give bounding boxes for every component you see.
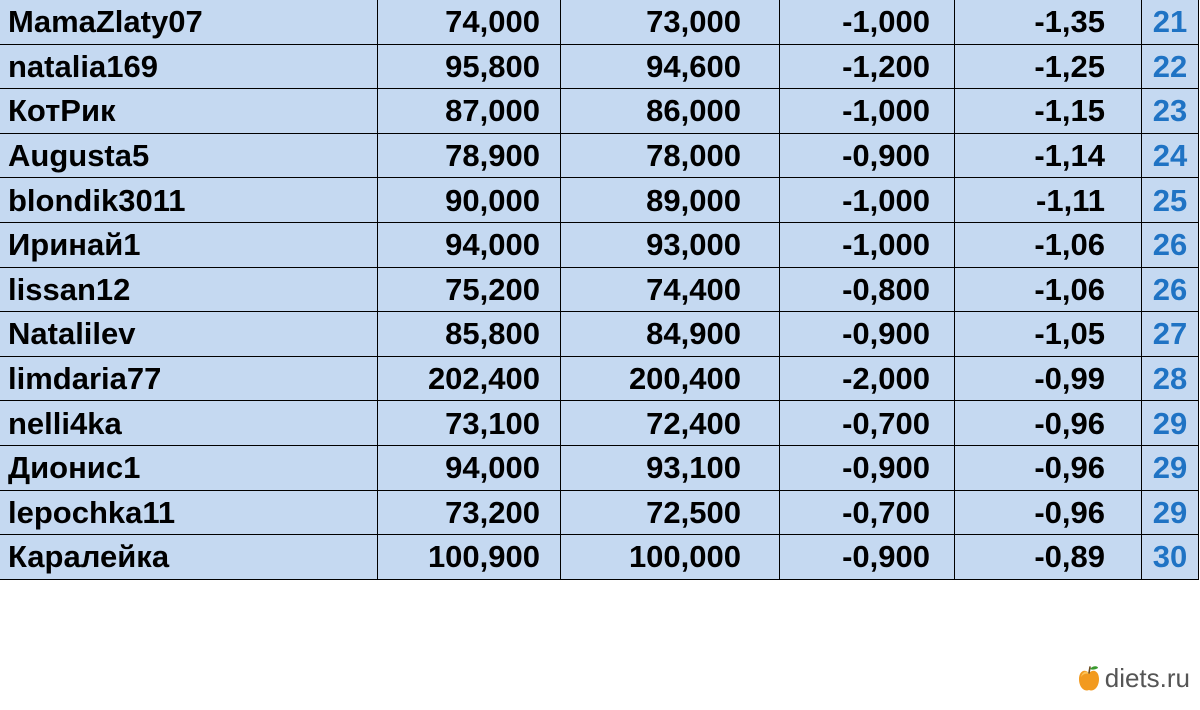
difference-cell: -0,900 bbox=[780, 445, 955, 490]
difference-cell: -0,900 bbox=[780, 312, 955, 357]
difference-cell: -0,800 bbox=[780, 267, 955, 312]
rank-cell: 26 bbox=[1142, 222, 1199, 267]
table-row bbox=[0, 89, 1199, 134]
percent-cell: -1,14 bbox=[955, 133, 1142, 178]
table-row bbox=[0, 44, 1199, 89]
rank-cell: 23 bbox=[1142, 89, 1199, 134]
diets-ru-watermark bbox=[1077, 663, 1190, 694]
percent-cell: -0,89 bbox=[955, 535, 1142, 580]
rank-cell: 25 bbox=[1142, 178, 1199, 223]
name-cell: lissan12 bbox=[0, 267, 378, 312]
current-weight-cell: 93,000 bbox=[561, 222, 780, 267]
start-weight-cell: 74,000 bbox=[378, 0, 561, 44]
percent-cell: -1,15 bbox=[955, 89, 1142, 134]
percent-cell: -1,25 bbox=[955, 44, 1142, 89]
table-row bbox=[0, 178, 1199, 223]
difference-cell: -1,000 bbox=[780, 178, 955, 223]
difference-cell: -2,000 bbox=[780, 356, 955, 401]
table-row bbox=[0, 222, 1199, 267]
current-weight-cell: 84,900 bbox=[561, 312, 780, 357]
difference-cell: -0,900 bbox=[780, 535, 955, 580]
start-weight-cell: 100,900 bbox=[378, 535, 561, 580]
start-weight-cell: 85,800 bbox=[378, 312, 561, 357]
current-weight-cell: 100,000 bbox=[561, 535, 780, 580]
name-cell: Natalilev bbox=[0, 312, 378, 357]
current-weight-cell: 94,600 bbox=[561, 44, 780, 89]
percent-cell: -1,06 bbox=[955, 267, 1142, 312]
difference-cell: -1,000 bbox=[780, 89, 955, 134]
percent-cell: -1,35 bbox=[955, 0, 1142, 44]
percent-cell: -1,05 bbox=[955, 312, 1142, 357]
percent-cell: -0,96 bbox=[955, 445, 1142, 490]
current-weight-cell: 200,400 bbox=[561, 356, 780, 401]
difference-cell: -1,000 bbox=[780, 0, 955, 44]
start-weight-cell: 90,000 bbox=[378, 178, 561, 223]
current-weight-cell: 93,100 bbox=[561, 445, 780, 490]
rank-cell: 24 bbox=[1142, 133, 1199, 178]
start-weight-cell: 95,800 bbox=[378, 44, 561, 89]
watermark-text: diets.ru bbox=[1104, 663, 1190, 693]
name-cell: Иринай1 bbox=[0, 222, 378, 267]
start-weight-cell: 75,200 bbox=[378, 267, 561, 312]
current-weight-cell: 89,000 bbox=[561, 178, 780, 223]
rank-cell: 29 bbox=[1142, 490, 1199, 535]
current-weight-cell: 72,400 bbox=[561, 401, 780, 446]
percent-cell: -1,11 bbox=[955, 178, 1142, 223]
current-weight-cell: 72,500 bbox=[561, 490, 780, 535]
table-row bbox=[0, 401, 1199, 446]
start-weight-cell: 78,900 bbox=[378, 133, 561, 178]
difference-cell: -1,200 bbox=[780, 44, 955, 89]
name-cell: lepochka11 bbox=[0, 490, 378, 535]
start-weight-cell: 73,100 bbox=[378, 401, 561, 446]
difference-cell: -0,700 bbox=[780, 401, 955, 446]
rank-cell: 21 bbox=[1142, 0, 1199, 44]
current-weight-cell: 86,000 bbox=[561, 89, 780, 134]
current-weight-cell: 78,000 bbox=[561, 133, 780, 178]
table-row bbox=[0, 0, 1199, 44]
name-cell: КотРик bbox=[0, 89, 378, 134]
rank-cell: 22 bbox=[1142, 44, 1199, 89]
name-cell: MamaZlaty07 bbox=[0, 0, 378, 44]
difference-cell: -1,000 bbox=[780, 222, 955, 267]
difference-cell: -0,900 bbox=[780, 133, 955, 178]
percent-cell: -0,96 bbox=[955, 490, 1142, 535]
table-row bbox=[0, 445, 1199, 490]
name-cell: nelli4ka bbox=[0, 401, 378, 446]
table-row bbox=[0, 312, 1199, 357]
percent-cell: -0,99 bbox=[955, 356, 1142, 401]
name-cell: limdaria77 bbox=[0, 356, 378, 401]
apple-icon bbox=[1077, 664, 1101, 694]
start-weight-cell: 94,000 bbox=[378, 445, 561, 490]
rank-cell: 29 bbox=[1142, 401, 1199, 446]
start-weight-cell: 73,200 bbox=[378, 490, 561, 535]
percent-cell: -1,06 bbox=[955, 222, 1142, 267]
start-weight-cell: 87,000 bbox=[378, 89, 561, 134]
table-row bbox=[0, 133, 1199, 178]
name-cell: natalia169 bbox=[0, 44, 378, 89]
name-cell: Augusta5 bbox=[0, 133, 378, 178]
table-row bbox=[0, 535, 1199, 580]
rank-cell: 30 bbox=[1142, 535, 1199, 580]
name-cell: Дионис1 bbox=[0, 445, 378, 490]
rank-cell: 26 bbox=[1142, 267, 1199, 312]
name-cell: Каралейка bbox=[0, 535, 378, 580]
rank-cell: 29 bbox=[1142, 445, 1199, 490]
table-row bbox=[0, 356, 1199, 401]
start-weight-cell: 202,400 bbox=[378, 356, 561, 401]
rank-cell: 28 bbox=[1142, 356, 1199, 401]
name-cell: blondik3011 bbox=[0, 178, 378, 223]
table-row bbox=[0, 267, 1199, 312]
start-weight-cell: 94,000 bbox=[378, 222, 561, 267]
table-row bbox=[0, 490, 1199, 535]
current-weight-cell: 73,000 bbox=[561, 0, 780, 44]
rank-cell: 27 bbox=[1142, 312, 1199, 357]
percent-cell: -0,96 bbox=[955, 401, 1142, 446]
current-weight-cell: 74,400 bbox=[561, 267, 780, 312]
difference-cell: -0,700 bbox=[780, 490, 955, 535]
